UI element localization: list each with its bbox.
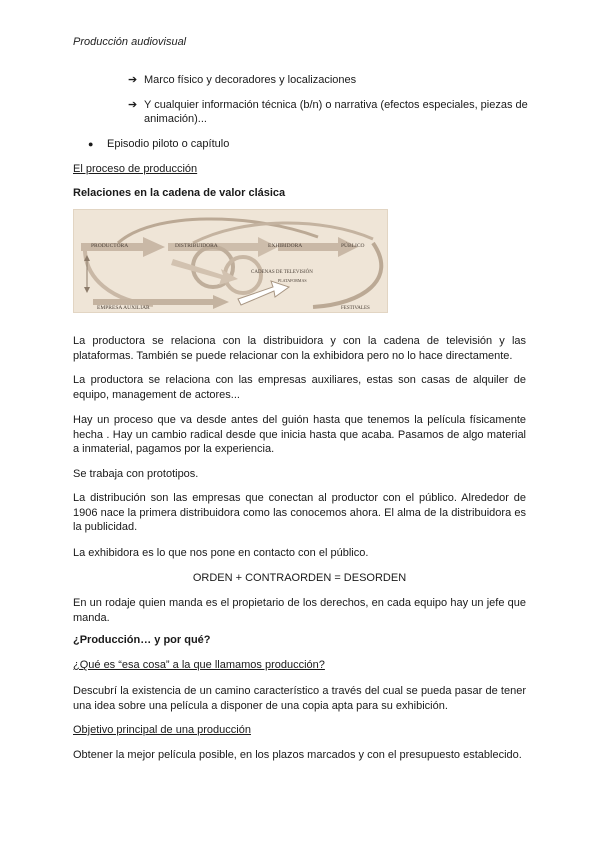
label-distribuidora: DISTRIBUIDORA <box>175 243 218 249</box>
label-cadenas: CADENAS DE TELEVISIÓN <box>251 270 313 275</box>
label-plataformas: PLATAFORMAS <box>278 278 307 283</box>
arrow-list-item <box>128 98 538 126</box>
arrow-list-item-text: Y cualquier información técnica (b/n) o narrativa (efectos especiales, piezas de animación)... <box>144 99 528 125</box>
arrow-list-item-text: Marco físico y decoradores y localizaciones <box>144 74 357 86</box>
paragraph-camino: Descubrí la existencia de un camino característico a través del cual se pueda pasar de tener una idea sobre una película a disponer de una copia apta para su exhibición. <box>73 685 526 712</box>
label-exhibidora: EXHIBIDORA <box>268 243 303 249</box>
value-chain-diagram <box>73 209 388 313</box>
paragraph-objetivo: Obtener la mejor película posible, en los plazos marcados y con el presupuesto establecido. <box>73 749 522 761</box>
bullet-dot-icon: ● <box>88 139 94 149</box>
paragraph-prototipos: Se trabaja con prototipos. <box>73 468 199 480</box>
formula-orden: ORDEN + CONTRAORDEN = DESORDEN <box>192 572 407 584</box>
section-link-que-es[interactable]: ¿Qué es “esa cosa” a la que llamamos producción? <box>73 659 325 671</box>
arrow-right-icon: ➔ <box>128 99 138 111</box>
paragraph-exhibidora: La exhibidora es lo que nos pone en contacto con el público. <box>73 547 369 559</box>
label-productora: PRODUCTORA <box>91 243 129 249</box>
section-link-production-process[interactable]: El proceso de producción <box>73 163 198 175</box>
paragraph-rodaje: En un rodaje quien manda es el propietario de los derechos, en cada equipo hay un jefe que manda. <box>73 597 526 624</box>
paragraph-auxiliares: La productora se relaciona con las empresas auxiliares, estas son casas de alquiler de equipo, management de actores... <box>73 374 526 401</box>
arrow-list-item <box>128 73 538 87</box>
arrow-right-icon: ➔ <box>128 74 138 86</box>
label-empresa-auxiliar: EMPRESA AUXILIAR <box>97 305 150 311</box>
paragraph-distribucion: La distribución son las empresas que conectan al productor con el público. Alrededor de 1906 nace la primera distribuidora como las conocemos ahora. El alma de la distribuidora es la publicidad. <box>73 492 526 533</box>
paragraph-productora-relations: La productora se relaciona con la distribuidora y con la cadena de televisión y las plataformas. También se puede relacionar con la exhibidora pero no lo hace directamente. <box>73 335 526 362</box>
section-heading-produccion: ¿Producción… y por qué? <box>73 634 211 646</box>
label-festivales: FESTIVALES <box>341 306 370 311</box>
label-publico: PÚBLICO <box>341 243 365 249</box>
section-heading-value-chain: Relaciones en la cadena de valor clásica <box>73 187 286 199</box>
page-header: Producción audiovisual <box>73 36 187 48</box>
bullet-list-item-text: Episodio piloto o capítulo <box>107 138 230 150</box>
paragraph-proceso: Hay un proceso que va desde antes del guión hasta que tenemos la película físicamente hecha . Hay un cambio radical desde que inicia hasta que acaba. Pasamos de algo material a inmaterial, pagamos por la experiencia. <box>73 414 526 455</box>
bullet-list-item <box>88 137 229 151</box>
section-link-objetivo[interactable]: Objetivo principal de una producción <box>73 724 251 736</box>
